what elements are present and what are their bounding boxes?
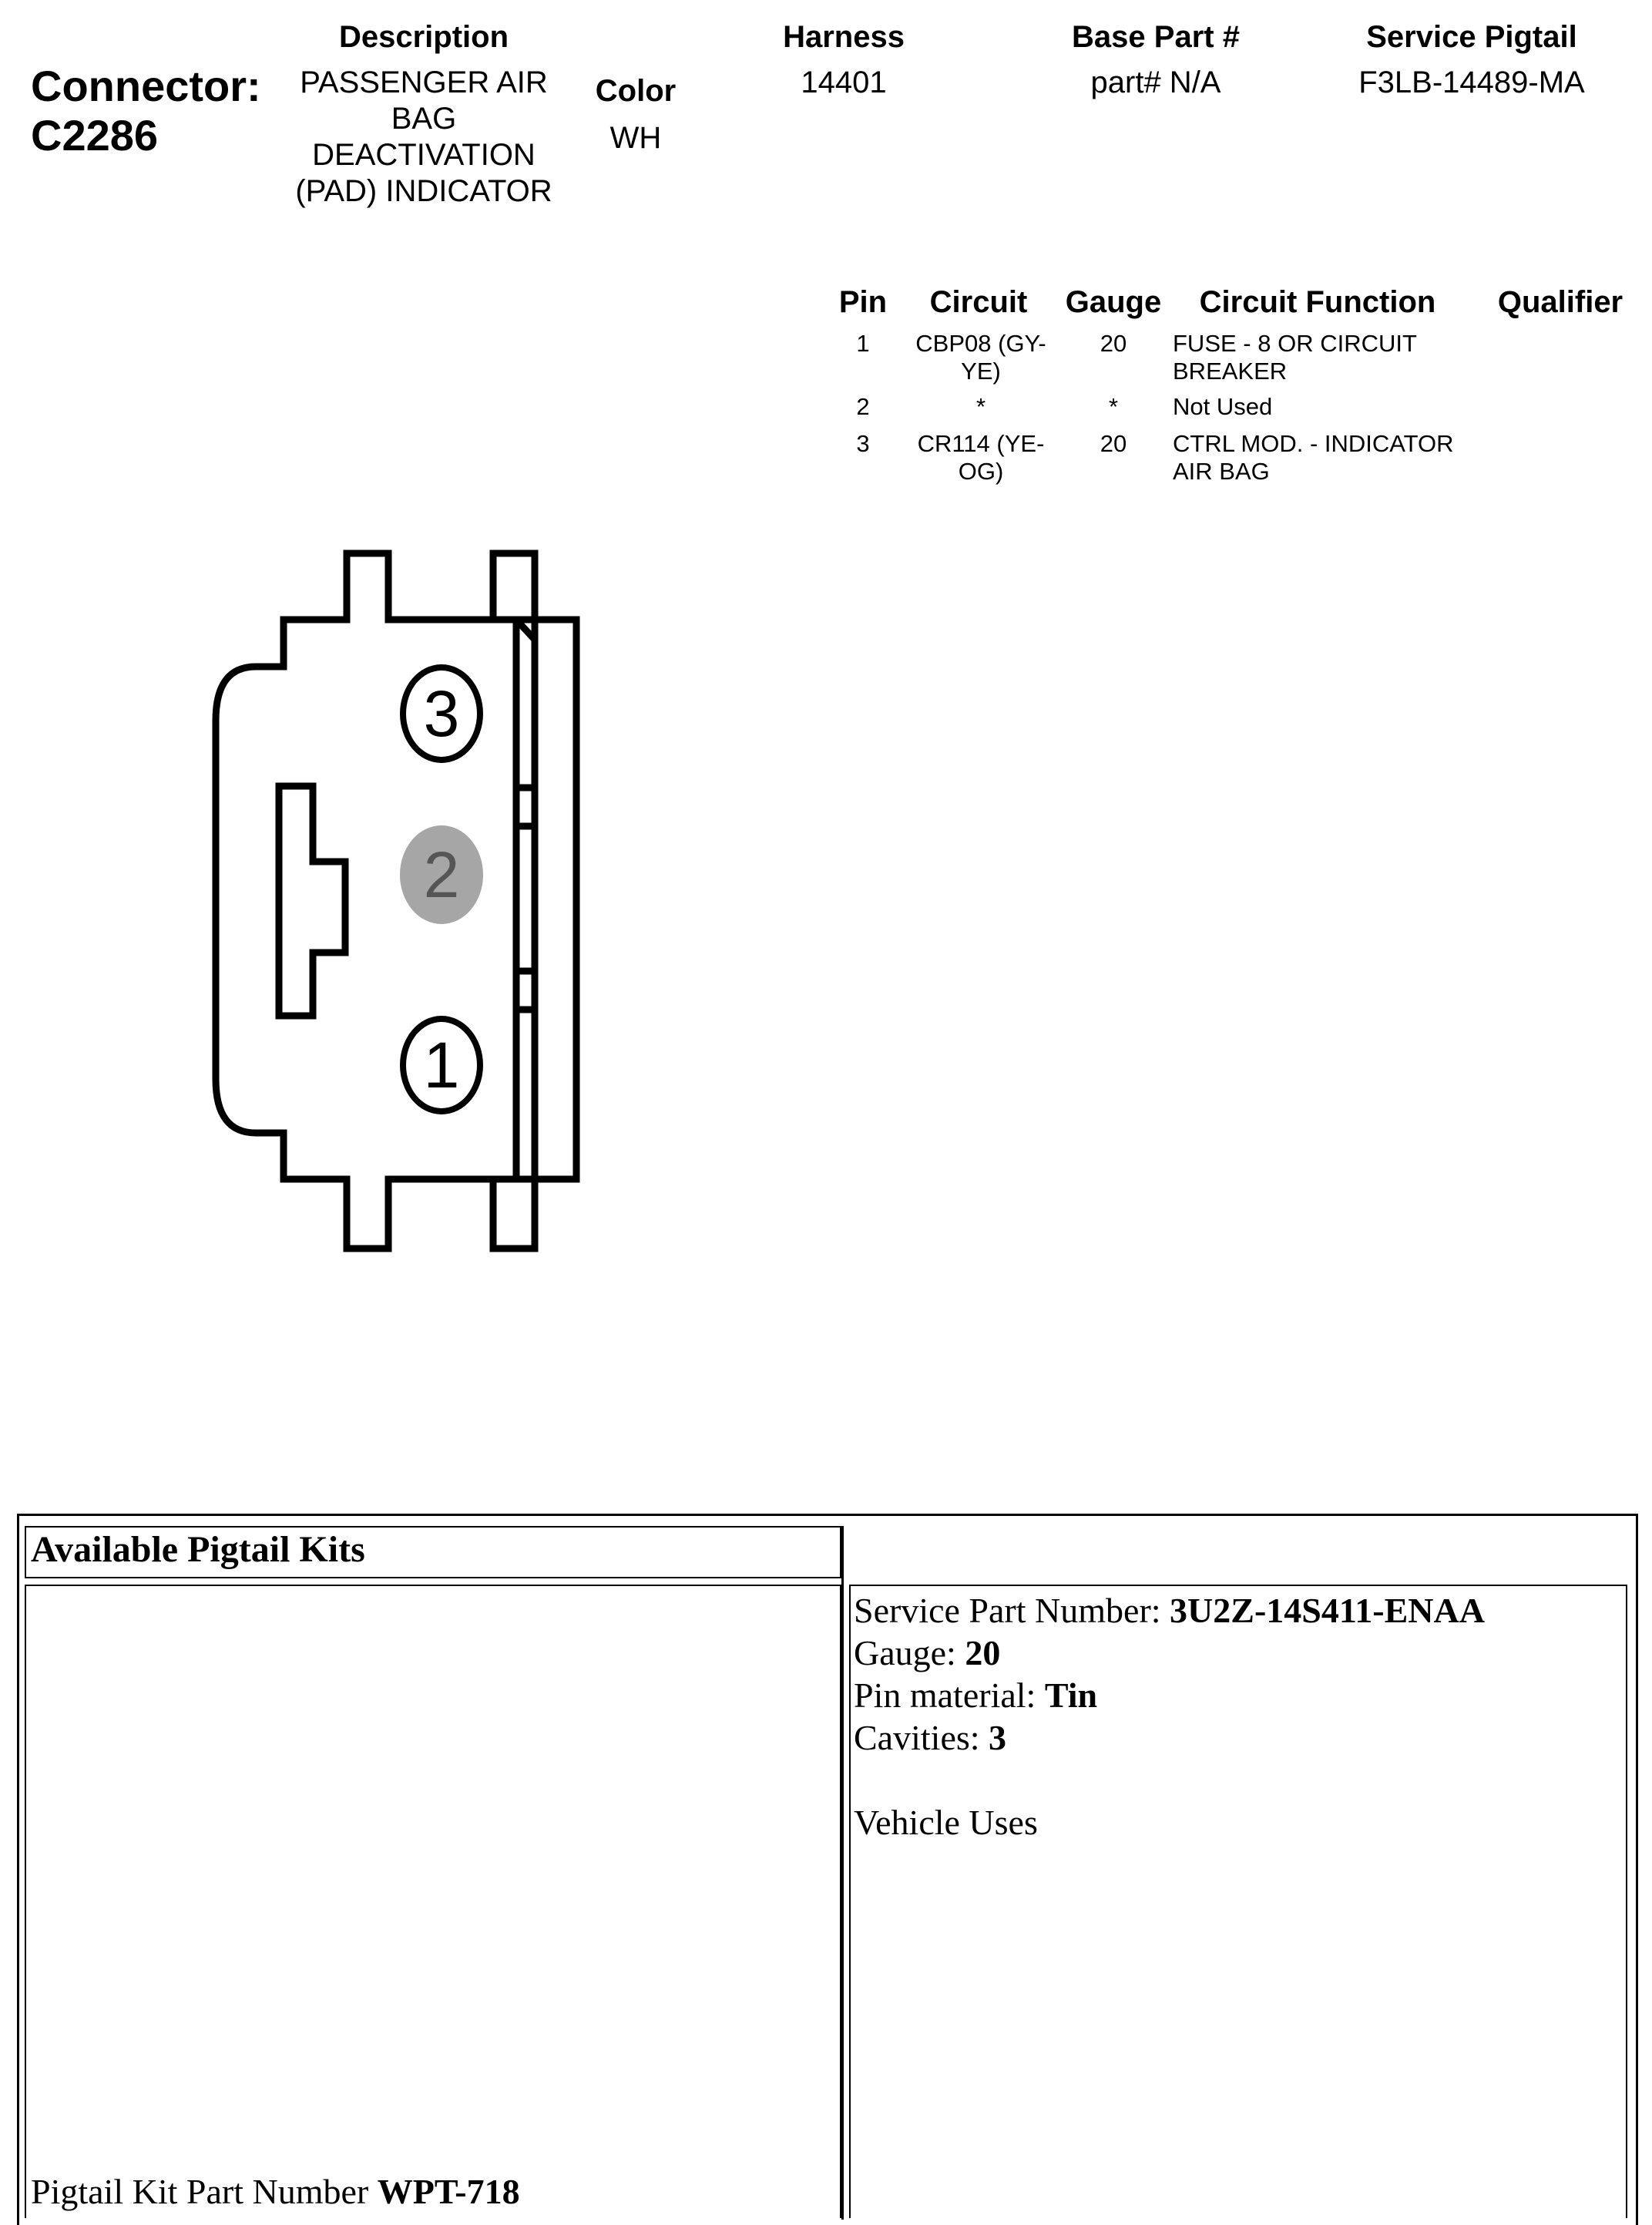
pin-table <box>832 285 1649 501</box>
kit-gauge <box>854 1632 1000 1674</box>
table-row <box>832 430 1649 486</box>
pin-material-label: Pin material: <box>854 1675 1036 1715</box>
circuit-code: CR114 (YE-OG) <box>917 430 1045 485</box>
service-part-value: 3U2Z-14S411-ENAA <box>1170 1591 1485 1630</box>
pin-table-header-circuit: Circuit <box>929 285 1028 319</box>
base-part-value: part# N/A <box>1090 66 1221 99</box>
circuit-function: Not Used <box>1173 393 1273 420</box>
kit-part-number-label: Pigtail Kit Part Number <box>31 2172 369 2211</box>
description-value: PASSENGER AIR BAG DEACTIVATION (PAD) INDICATOR <box>295 66 552 208</box>
wire-gauge: 20 <box>1100 330 1127 357</box>
connector-side-rail <box>535 620 576 1179</box>
pin-table-header-function: Circuit Function <box>1199 285 1436 319</box>
pin-number: 1 <box>856 330 870 357</box>
pin-2-cavity <box>400 825 483 924</box>
kit-details-cell <box>849 1585 1627 2218</box>
cavities-label: Cavities: <box>854 1718 980 1757</box>
pin-material-value: Tin <box>1044 1675 1098 1715</box>
harness-value: 14401 <box>801 66 887 99</box>
harness-header: Harness <box>783 20 905 54</box>
description-header: Description <box>338 20 509 54</box>
connector-id: C2286 <box>31 111 159 160</box>
pin-number: 3 <box>856 430 870 457</box>
pin-1-label: 1 <box>423 1029 460 1101</box>
pin-table-header-pin: Pin <box>838 285 888 319</box>
base-part-header: Base Part # <box>1072 20 1240 54</box>
pin-table-header-gauge: Gauge <box>1065 285 1162 319</box>
pin-3-label: 3 <box>423 677 460 750</box>
service-pigtail-header: Service Pigtail <box>1366 20 1577 54</box>
connector-bottom-lock-tab <box>493 1179 535 1249</box>
rail-latch-upper <box>516 788 535 826</box>
cavities <box>854 1716 1006 1759</box>
color-header: Color <box>595 74 677 108</box>
kit-image-cell <box>25 1585 841 2218</box>
table-row <box>832 393 1649 424</box>
kit-part-number-value: WPT-718 <box>377 2172 520 2211</box>
kits-title: Available Pigtail Kits <box>31 1529 365 1570</box>
pin-material <box>854 1674 1097 1716</box>
pin-1-cavity <box>400 1016 483 1114</box>
wire-gauge: * <box>1108 393 1119 420</box>
wire-gauge: 20 <box>1100 430 1127 457</box>
rail-latch-lower <box>516 971 535 1010</box>
color-value: WH <box>609 121 662 155</box>
cavities-value: 3 <box>989 1718 1007 1757</box>
pin-2-label: 2 <box>423 839 460 911</box>
connector-face-diagram <box>200 539 601 1264</box>
circuit-function: FUSE - 8 OR CIRCUIT BREAKER <box>1173 330 1417 385</box>
pin-table-header-qualifier: Qualifier <box>1497 285 1623 319</box>
circuit-code: CBP08 (GY-YE) <box>915 330 1046 385</box>
circuit-code: * <box>975 393 986 420</box>
pin-3-cavity <box>400 664 483 763</box>
kits-title-cell <box>25 1526 841 1578</box>
table-row <box>832 330 1649 385</box>
kit-gauge-label: Gauge: <box>854 1633 956 1672</box>
connector-label: Connector: <box>31 62 261 110</box>
circuit-function: CTRL MOD. - INDICATOR AIR BAG <box>1173 430 1454 485</box>
column-divider <box>841 1526 844 2220</box>
service-part-number <box>854 1589 1485 1632</box>
service-pigtail-value: F3LB-14489-MA <box>1358 66 1585 99</box>
kit-gauge-value: 20 <box>965 1633 1001 1672</box>
vehicle-uses-label: Vehicle Uses <box>854 1803 1038 1842</box>
connector-top-lock-tab <box>493 553 535 620</box>
pin-number: 2 <box>856 393 870 420</box>
kit-part-number <box>31 2170 520 2213</box>
service-part-label: Service Part Number: <box>854 1591 1161 1630</box>
connector-keying-tab <box>279 786 345 1016</box>
